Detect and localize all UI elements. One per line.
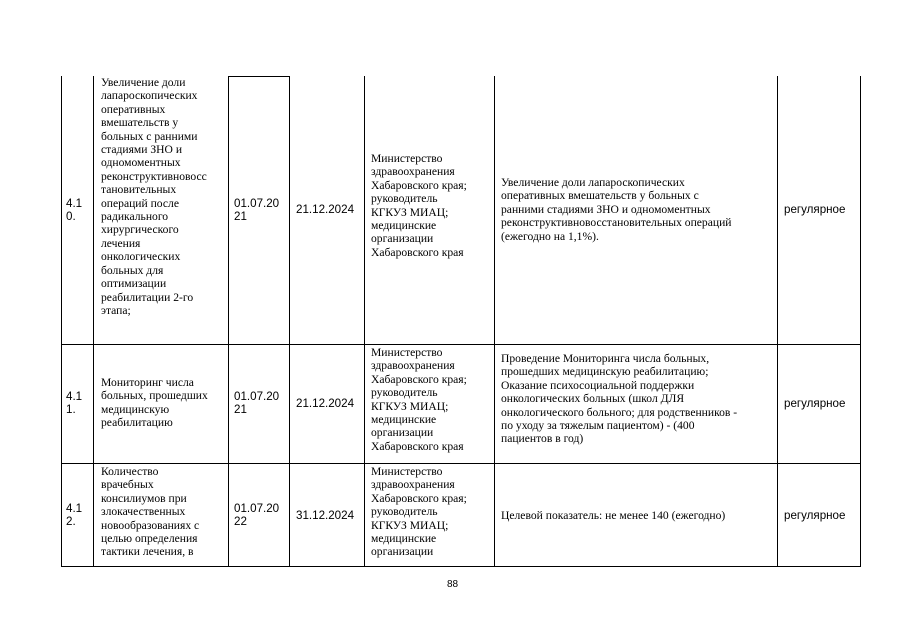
row-divider: [61, 344, 861, 345]
responsible-executors: Министерство здравоохранения Хабаровского края; руководитель КГКУЗ МИАЦ; медицинские организации: [371, 465, 467, 559]
row-number: 4.1 1.: [66, 390, 83, 417]
measure-type: регулярное: [784, 397, 846, 410]
measure-name: Увеличение доли лапароскопических оперативных вмешательств у больных с ранними стадиями ЗНО и одномоментных реконструктивновосс тановительных операций после радикального хирургического лечения онкологических больных для оптимизации реабилитации 2-го этапа;: [101, 76, 207, 317]
end-date: 21.12.2024: [296, 203, 355, 216]
responsible-executors: Министерство здравоохранения Хабаровского края; руководитель КГКУЗ МИАЦ; медицинские организации Хабаровского края: [371, 152, 467, 259]
expected-result: Увеличение доли лапароскопических оперативных вмешательств у больных с ранними стадиями ЗНО и одномоментных реконструктивновосстановительных операций (ежегодно на 1,1%).: [501, 176, 732, 243]
start-date: 01.07.20 21: [234, 390, 280, 417]
start-date: 01.07.20 21: [234, 197, 280, 224]
end-date: 31.12.2024: [296, 509, 355, 522]
measure-name: Количество врачебных консилиумов при злокачественных новообразованиях с целью определения тактики лечения, в: [101, 465, 200, 559]
expected-result: Целевой показатель: не менее 140 (ежегодно): [501, 509, 726, 522]
table-top-start-border: [228, 76, 290, 77]
column-divider: [777, 76, 778, 567]
measure-type: регулярное: [784, 509, 846, 522]
column-divider: [228, 76, 229, 567]
page-number: 88: [446, 579, 459, 590]
column-divider: [289, 76, 290, 567]
expected-result: Проведение Мониторинга числа больных, прошедших медицинскую реабилитацию; Оказание психосоциальной поддержки онкологических больных (школ ДЛЯ онкологического больного; для родственников - по уходу за тяжелым пациентом) - (400 пациентов в год): [501, 352, 738, 446]
row-number: 4.1 0.: [66, 197, 83, 224]
measure-name: Мониторинг числа больных, прошедших медицинскую реабилитацию: [101, 376, 208, 430]
start-date: 01.07.20 22: [234, 502, 280, 529]
end-date: 21.12.2024: [296, 397, 355, 410]
responsible-executors: Министерство здравоохранения Хабаровского края; руководитель КГКУЗ МИАЦ; медицинские организации Хабаровского края: [371, 346, 467, 453]
row-divider: [61, 463, 861, 464]
table-border-left: [61, 76, 62, 567]
column-divider: [494, 76, 495, 567]
measure-type: регулярное: [784, 203, 846, 216]
table-border-right: [860, 76, 861, 567]
column-divider: [93, 76, 94, 567]
column-divider: [364, 76, 365, 567]
row-number: 4.1 2.: [66, 502, 83, 529]
table-bottom-border: [61, 566, 861, 567]
